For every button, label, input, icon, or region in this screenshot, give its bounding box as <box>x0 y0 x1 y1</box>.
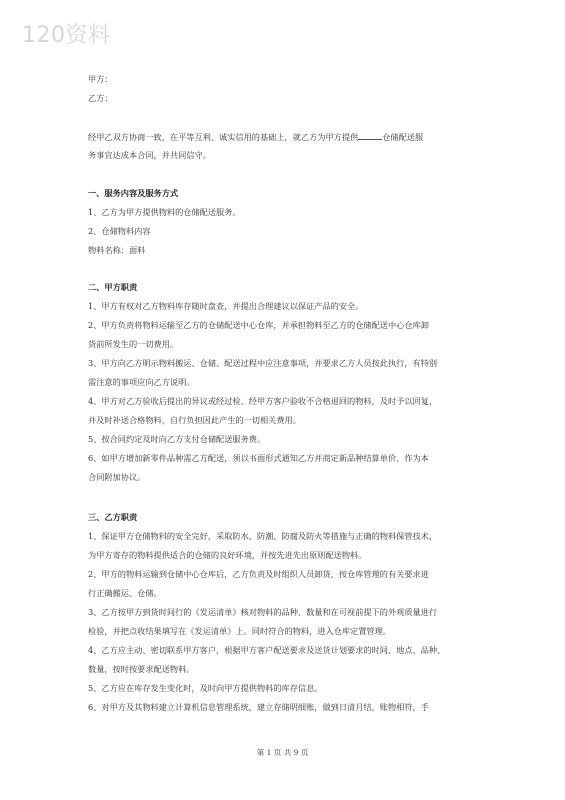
section-2-line: 5、按合同约定及时向乙方支付仓储配送服务费。 <box>88 434 266 444</box>
section-3-line: 4、乙方应主动、密切联系甲方客户，根据甲方客户配送要求及送货计划要求的时间、地点、品种、 <box>88 645 446 655</box>
section-2-title: 二、甲方职责 <box>88 282 138 292</box>
section-3-title: 三、乙方职责 <box>88 512 138 522</box>
section-1-title: 一、服务内容及服务方式 <box>88 188 179 198</box>
section-2-line: 并及时补送合格物料，自行负担因此产生的一切相关费用。 <box>88 415 301 425</box>
section-2-line: 合同附加协议。 <box>88 472 146 482</box>
section-3-line: 6、对甲方及其物料建立计算机信息管理系统，建立存储明细账，做到日清月结，账物相符，手 <box>88 702 429 712</box>
watermark-logo: 120资料 <box>22 23 111 48</box>
section-2-line: 3、甲方向乙方明示物料搬运、仓储、配送过程中应注意事项，并要求乙方人员按此执行，有特别 <box>88 358 438 368</box>
section-2-line: 货前所发生的一切费用。 <box>88 339 179 349</box>
blank-field <box>358 131 382 140</box>
section-2-line: 1、甲方有权对乙方物料库存随时盘查，并提出合理建议以保证产品的安全。 <box>88 301 364 311</box>
section-3-line: 为甲方寄存的物料提供适合的仓储的良好环境，并按先进先出原则配送物料。 <box>88 550 367 560</box>
party-b-label: 乙方： <box>88 93 113 103</box>
section-3-line: 行正确搬运、仓储。 <box>88 588 162 598</box>
section-3-line: 检验，并把点收结果填写在《发运清单》上。同时符合的物料，进入仓库定置管理。 <box>88 626 391 636</box>
section-3-line: 2、甲方的物料运输到仓储中心仓库后，乙方负责及时组织人员卸货，按仓库管理的有关要求进 <box>88 569 429 579</box>
section-1-line: 物料名称：面料 <box>88 245 146 255</box>
section-1-line: 2、仓储物料内容 <box>88 226 151 236</box>
section-3-line: 3、乙方按甲方到货时间行的《发运清单》核对物料的品种、数量和在可视前提下的外观质量进行 <box>88 607 438 617</box>
intro-line-1 <box>88 131 488 143</box>
section-3-line: 数量，按时按要求配送物料。 <box>88 664 195 674</box>
section-1-line: 1、乙方为甲方提供物料的仓储配送服务。 <box>88 207 241 217</box>
section-2-line: 6、如甲方增加新零件品种需乙方配送，须以书面形式通知乙方并商定新品种结算单价、作为本 <box>88 453 429 463</box>
section-2-line: 需注意的事项应向乙方说明。 <box>88 377 195 387</box>
section-2-line: 2、甲方负责将物料运输至乙方的仓储配送中心仓库，并承担物料至乙方的仓储配送中心仓库卸 <box>88 320 429 330</box>
section-3-line: 1、保证甲方仓储物料的安全完好，采取防水、防潮、防腐及防火等措施与正确的物料保管技术， <box>88 531 438 541</box>
page-number: 第 1 页 共 9 页 <box>256 748 309 757</box>
intro-text-post: 仓储配送服 <box>382 132 424 142</box>
intro-text-pre: 经甲乙双方协商一致，在平等互利、诚实信用的基础上，就乙方为甲方提供 <box>88 132 359 142</box>
section-3-line: 5、乙方应在库存发生变化时，及时向甲方提供物料的库存信息。 <box>88 683 323 693</box>
party-a-label: 甲方： <box>88 74 113 84</box>
intro-line-2: 务事宜达成本合同，并共同信守。 <box>88 150 211 160</box>
section-2-line: 4、甲方对乙方验收后提出的异议或经过检、经甲方客户验收不合格退回的物料，及时予以回复， <box>88 396 438 406</box>
